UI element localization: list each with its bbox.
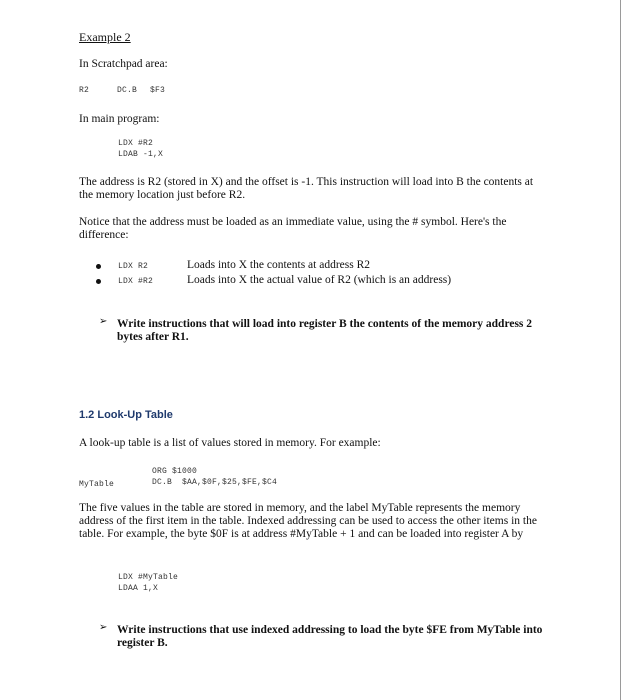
scratch-code-value: $F3 <box>150 86 166 95</box>
lookup-code-line-1: LDX #MyTable <box>118 573 179 582</box>
arrow-bullet-icon: ➢ <box>99 316 108 327</box>
scratch-code-directive: DC.B <box>117 86 138 95</box>
example-explanation: The address is R2 (stored in X) and the offset is -1. This instruction will load into B the contents at the memory location just before R2. <box>79 176 534 201</box>
scratch-code-label: R2 <box>79 86 90 95</box>
notice-paragraph: Notice that the address must be loaded as an immediate value, using the # symbol. Here's the difference: <box>79 216 507 241</box>
bullet-2-code: LDX #R2 <box>118 277 154 286</box>
task-1: Write instructions that will load into register B the contents of the memory address 2 bytes after R1. <box>117 318 533 343</box>
lookup-explanation: The five values in the table are stored in memory, and the label MyTable represents the memory address of the first item in the table. Indexed addressing can be used to access the other items in the table. For example, the byte $0F is at address #MyTable + 1 and can be loaded into register A by <box>79 502 537 540</box>
task-2: Write instructions that use indexed addressing to load the byte $FE from MyTable into register B. <box>117 624 543 649</box>
bullet-1-code: LDX R2 <box>118 262 149 271</box>
main-code-line-2: LDAB -1,X <box>118 150 164 159</box>
example-heading: Example 2 <box>79 30 131 44</box>
bullet-1-text: Loads into X the contents at address R2 <box>187 259 371 271</box>
lookup-code-label: MyTable <box>79 480 115 489</box>
lookup-code-org: ORG $1000 <box>152 467 198 476</box>
bullet-icon <box>96 264 101 269</box>
main-program-label: In main program: <box>79 113 160 125</box>
scratchpad-label: In Scratchpad area: <box>79 58 168 70</box>
arrow-bullet-icon: ➢ <box>99 622 108 633</box>
section-title-lookup-table: 1.2 Look-Up Table <box>79 409 173 421</box>
main-code-line-1: LDX #R2 <box>118 139 154 148</box>
bullet-2-text: Loads into X the actual value of R2 (which is an address) <box>187 274 452 286</box>
bullet-icon <box>96 279 101 284</box>
lookup-intro: A look-up table is a list of values stored in memory. For example: <box>79 437 381 449</box>
lookup-code-dc: DC.B $AA,$0F,$25,$FE,$C4 <box>152 478 278 487</box>
lookup-code-line-2: LDAA 1,X <box>118 584 159 593</box>
